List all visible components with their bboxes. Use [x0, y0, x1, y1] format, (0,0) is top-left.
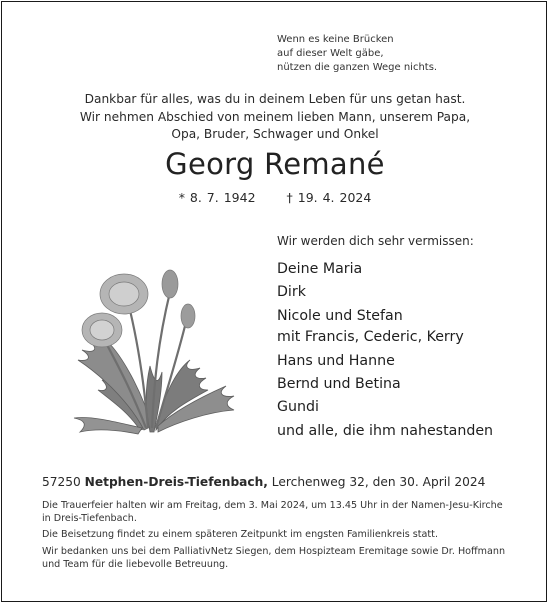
- poem-line: nützen die ganzen Wege nichts.: [277, 62, 438, 73]
- mourner: mit Francis, Cederic, Kerry: [277, 329, 464, 346]
- poem-line: auf dieser Welt gäbe,: [277, 48, 384, 59]
- poem: [277, 33, 437, 75]
- mourner: Dirk: [277, 284, 306, 301]
- note-burial: Die Beisetzung findet zu einem späteren Zeitpunkt im engsten Familienkreis statt.: [42, 529, 438, 541]
- note-funeral: Die Trauerfeier halten wir am Freitag, dem 3. Mai 2024, um 13.45 Uhr in der Namen-Jesu-Kirche in Dreis-Tiefenbach.: [42, 500, 503, 525]
- address-zip: 57250: [42, 475, 81, 489]
- miss-line: Wir werden dich sehr vermissen:: [277, 234, 474, 248]
- mourner: Hans und Hanne: [277, 352, 395, 369]
- thanks-line: Wir nehmen Abschied von meinem lieben Mann, unserem Papa,: [79, 109, 471, 124]
- address-line: [42, 475, 485, 489]
- thanks-text: [0, 91, 550, 144]
- thanks-line: Dankbar für alles, was du in deinem Leben für uns getan hast.: [84, 92, 466, 106]
- thanks-line: Opa, Bruder, Schwager und Onkel: [171, 127, 379, 141]
- deceased-name: Georg Remané: [165, 147, 385, 181]
- mourner: Gundi: [277, 399, 319, 416]
- mourners-list: [277, 258, 493, 443]
- notes: [42, 499, 512, 574]
- death-date: † 19. 4. 2024: [286, 190, 372, 205]
- dandelion-illustration: [58, 262, 238, 440]
- mourner: Nicole und Stefan: [277, 307, 403, 324]
- mourner: Deine Maria: [277, 261, 363, 277]
- birth-date: * 8. 7. 1942: [178, 190, 256, 205]
- mourner: und alle, die ihm nahestanden: [277, 422, 494, 439]
- poem-line: Wenn es keine Brücken: [277, 34, 394, 45]
- life-dates: [0, 190, 550, 205]
- address-place: Netphen-Dreis-Tiefenbach,: [84, 475, 268, 489]
- mourner: Bernd und Betina: [277, 376, 401, 393]
- address-rest: Lerchenweg 32, den 30. April 2024: [271, 475, 486, 489]
- note-thanks: Wir bedanken uns bei dem PalliativNetz Siegen, dem Hospizteam Eremitage sowie Dr. Hoffmann und Team für die liebevolle Betreuung.: [42, 545, 506, 570]
